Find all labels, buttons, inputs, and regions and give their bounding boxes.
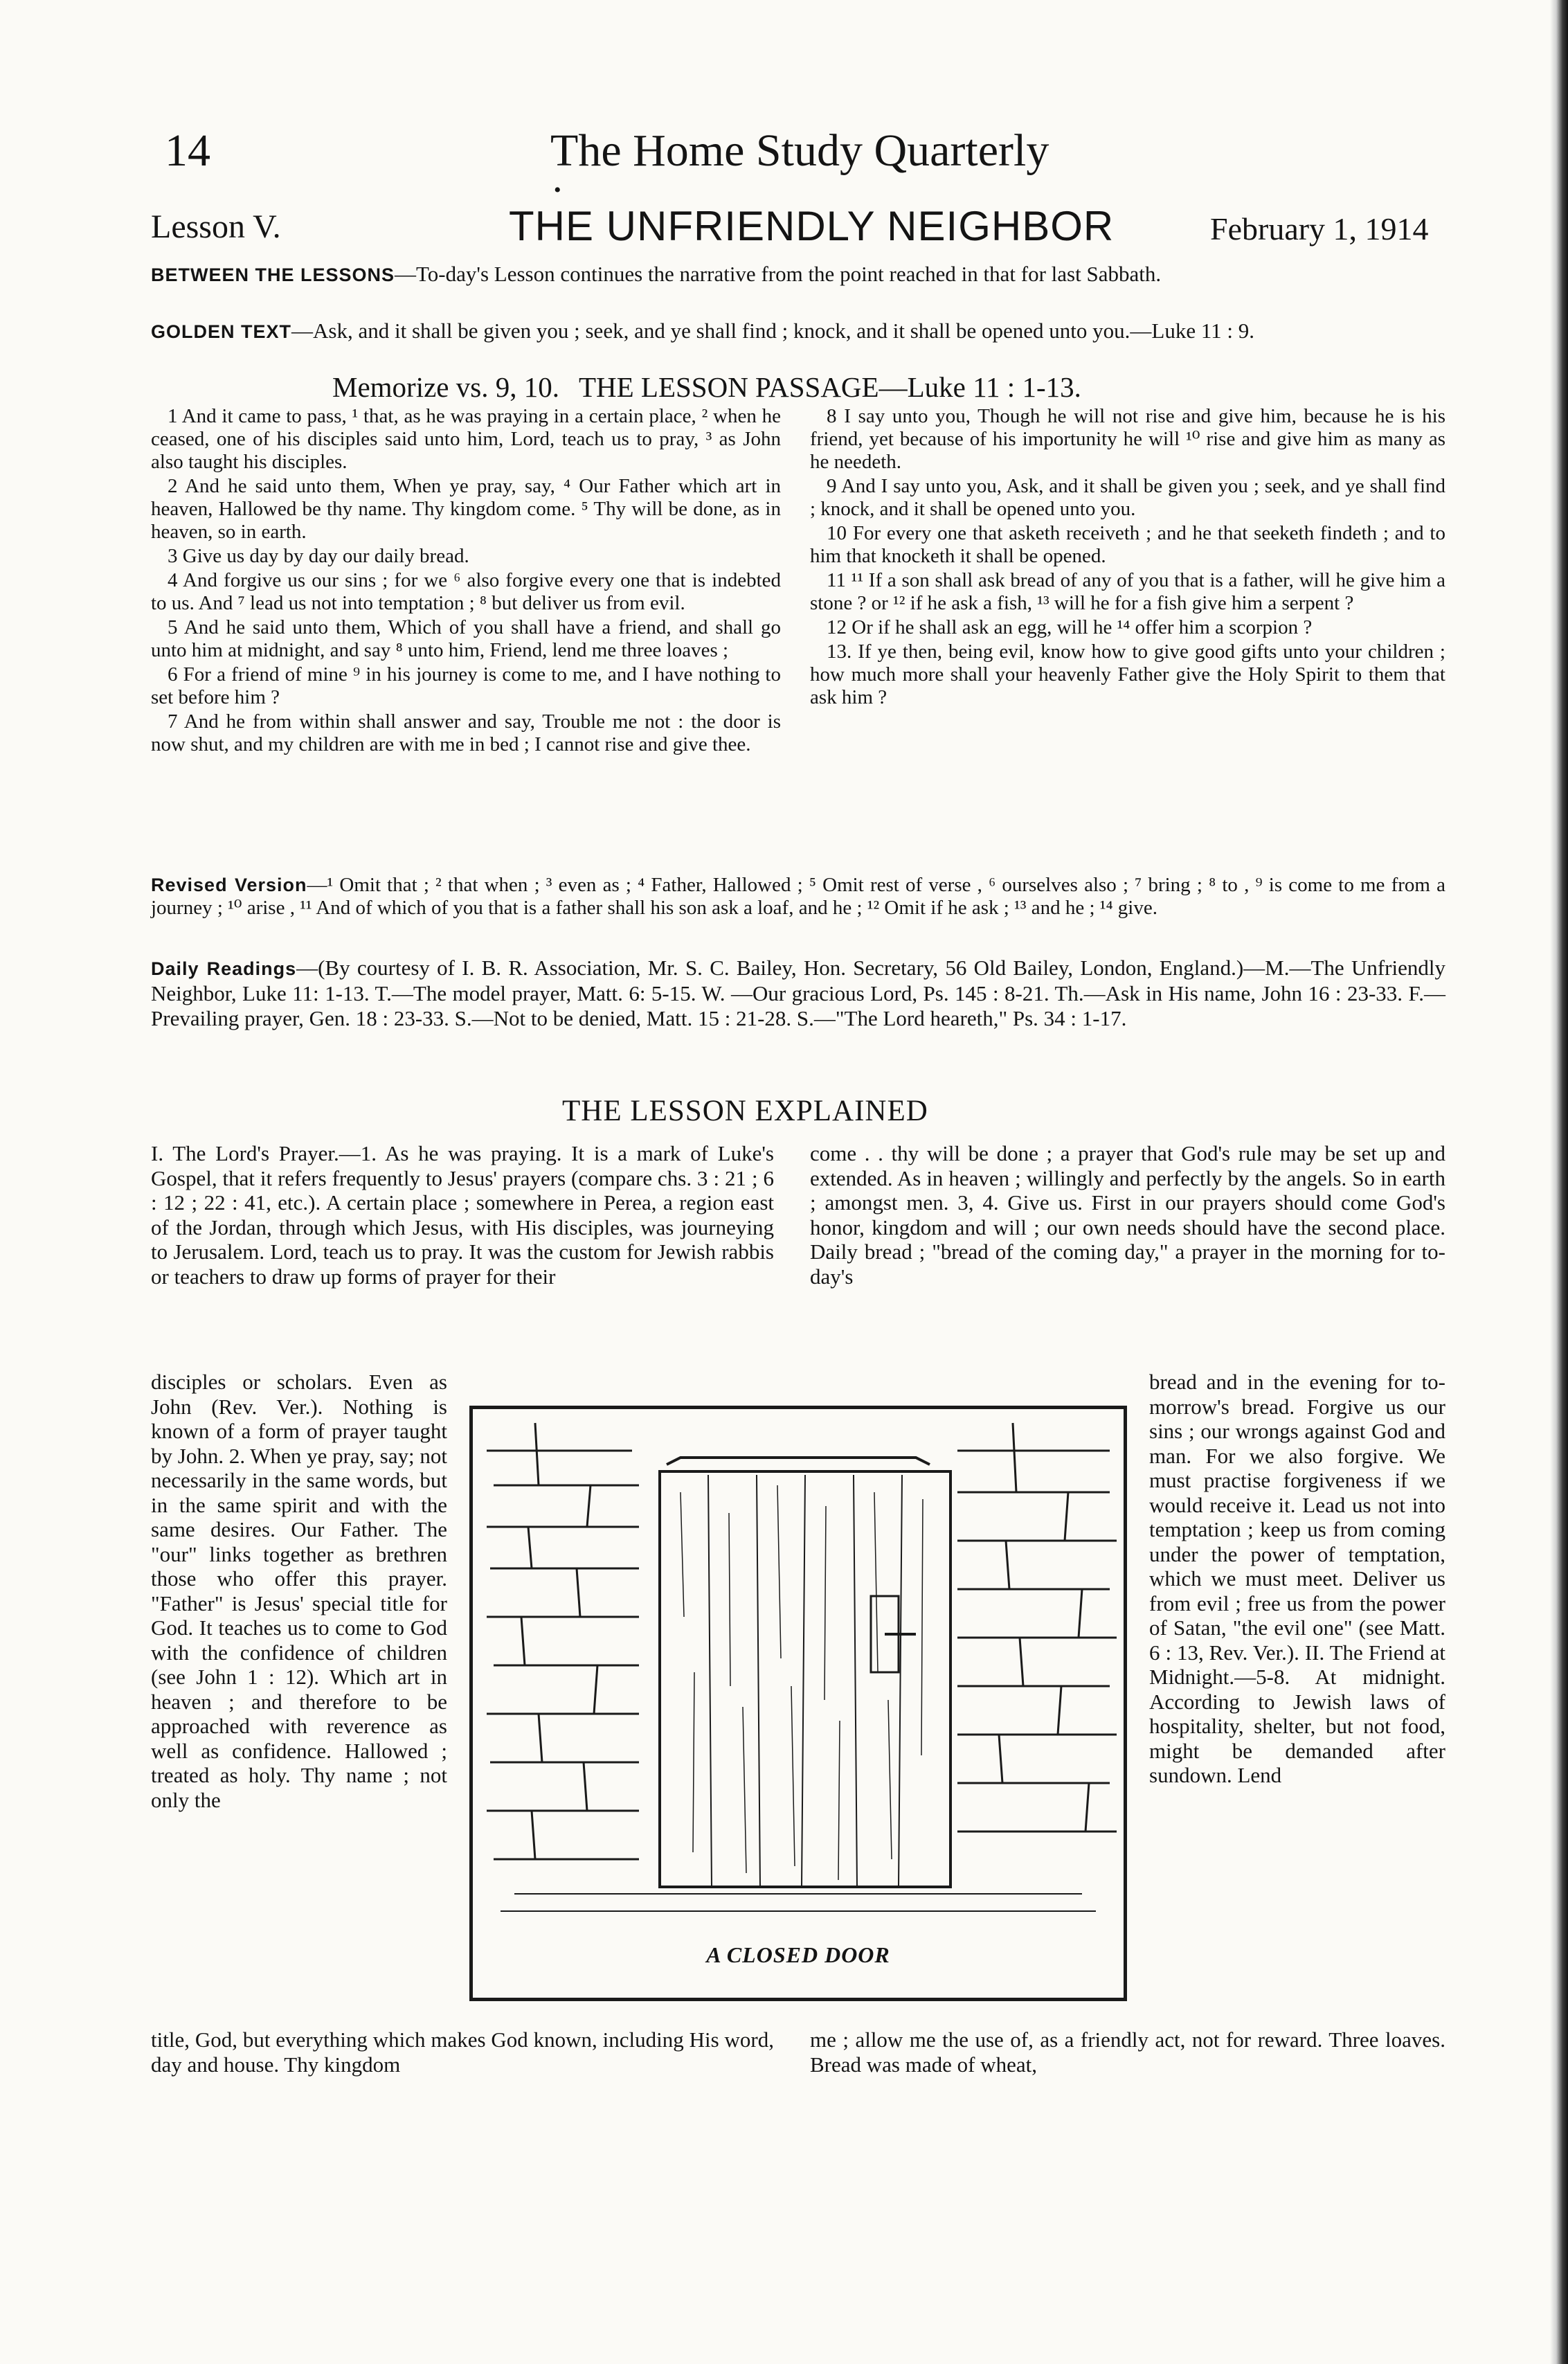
verse-2: 2 And he said unto them, When ye pray, say, ⁴ Our Father which art in heaven, Hallowed be thy name. Thy kingdom come. ⁵ Thy will be done, as in heaven, so in earth.	[151, 475, 781, 543]
golden-text	[151, 319, 1445, 344]
revised-version	[151, 874, 1445, 920]
lesson-explained-heading: THE LESSON EXPLAINED	[562, 1095, 928, 1127]
passage-right-column	[810, 405, 1445, 710]
between-text: —To-day's Lesson continues the narrative from the point reached in that for last Sabbath.	[395, 262, 1162, 286]
golden-label: GOLDEN TEXT	[151, 321, 292, 342]
running-head: The Home Study Quarterly	[550, 125, 1049, 176]
verse-7: 7 And he from within shall answer and say, Trouble me not : the door is now shut, and my children are with me in bed ; I cannot rise and give thee.	[151, 710, 781, 755]
daily-text: —(By courtesy of I. B. R. Association, Mr. S. C. Bailey, Hon. Secretary, 56 Old Bailey, London, England.)—M.—The Unfriendly Neighbor, Luke 11: 1-13. T.—The model prayer, Matt. 6: 5-15. W. —Our gracious Lord, Ps. 145 : 8-21. Th.—Ask in His name, John 16 : 23-33. F.—Prevailing prayer, Gen. 18 : 23-33. S.—Not to be denied, Matt. 15 : 21-28. S.—"The Lord heareth," Ps. 34 : 1-17.	[151, 956, 1445, 1030]
revised-text: —¹ Omit that ; ² that when ; ³ even as ; ⁴ Father, Hallowed ; ⁵ Omit rest of verse , ⁶ ourselves also ; ⁷ bring ; ⁸ to , ⁹ is come to me from a journey ; ¹⁰ arise , ¹¹ And of which of you that is a father shall his son ask a loaf, and he ; ¹² Omit if he ask ; ¹³ and he ; ¹⁴ give.	[151, 874, 1445, 919]
memorize: Memorize vs. 9, 10.	[332, 371, 559, 403]
scan-edge	[1550, 0, 1568, 2364]
explained-col2-narrow: bread and in the evening for to-morrow's bread. Forgive us our sins ; our wrongs against God and man. For we also forgive. We must practise forgiveness if we would receive it. Lead us not into temptation ; keep us from coming under the power of temptation, which we must meet. Deliver us from evil ; free us from the power of Satan, "the evil one" (see Matt. 6 : 13, Rev. Ver.). II. The Friend at Midnight.—5-8. At midnight. According to Jewish laws of hospitality, shelter, but not food, might be demanded after sundown. Lend	[1149, 1370, 1445, 1787]
verse-6: 6 For a friend of mine ⁹ in his journey is come to me, and I have nothing to set before him ?	[151, 663, 781, 708]
closed-door-illustration	[469, 1406, 1127, 2001]
verse-4: 4 And forgive us our sins ; for we ⁶ also forgive every one that is indebted to us. And ⁷ lead us not into temptation ; ⁸ but deliver us from evil.	[151, 569, 781, 614]
memorize-line	[332, 370, 1081, 404]
daily-readings	[151, 956, 1445, 1031]
daily-label: Daily Readings	[151, 958, 297, 979]
explained-col2-bottom: me ; allow me the use of, as a friendly act, not for reward. Three loaves. Bread was made of wheat,	[810, 2027, 1445, 2077]
verse-1: 1 And it came to pass, ¹ that, as he was praying in a certain place, ² when he ceased, one of his disciples said unto him, Lord, teach us to pray, ³ as John also taught his disciples.	[151, 405, 781, 473]
verse-13: 13. If ye then, being evil, know how to give good gifts unto your children ; how much more shall your heavenly Father give the Holy Spirit to them that ask him ?	[810, 641, 1445, 708]
verse-10: 10 For every one that asketh receiveth ; and he that seeketh findeth ; and to him that knocketh it shall be opened.	[810, 522, 1445, 567]
verse-5: 5 And he said unto them, Which of you shall have a friend, and shall go unto him at midnight, and say ⁸ unto him, Friend, lend me three loaves ;	[151, 616, 781, 661]
illustration-caption: A CLOSED DOOR	[706, 1942, 890, 1967]
golden-text-body: —Ask, and it shall be given you ; seek, and ye shall find ; knock, and it shall be opened unto you.—Luke 11 : 9.	[291, 319, 1255, 343]
closed-door-drawing	[473, 1409, 1124, 1935]
verse-8: 8 I say unto you, Though he will not rise and give him, because he is his friend, yet because of his importunity he will ¹⁰ rise and give him as many as he needeth.	[810, 405, 1445, 473]
verse-11: 11 ¹¹ If a son shall ask bread of any of you that is a father, will he give him a stone ? or ¹² if he ask a fish, ¹³ will he for a fish give him a serpent ?	[810, 569, 1445, 614]
verse-12: 12 Or if he shall ask an egg, will he ¹⁴ offer him a scorpion ?	[827, 616, 1313, 638]
explained-col1-narrow: disciples or scholars. Even as John (Rev. Ver.). Nothing is known of a form of prayer taught by John. 2. When ye pray, say; not necessarily in the same words, but in the same spirit and with the same desires. Our Father. The "our" links together as brethren those who offer this prayer. "Father" is Jesus' special title for God. It teaches us to come to God with the confidence of children (see John 1 : 12). Which art in heaven ; and therefore to be approached with reverence as well as confidence. Hallowed ; treated as holy. Thy name ; not only the	[151, 1370, 447, 1812]
page-number: 14	[165, 125, 210, 176]
header-dot: •	[554, 179, 561, 202]
verse-9: 9 And I say unto you, Ask, and it shall be given you ; seek, and ye shall find ; knock, and it shall be opened unto you.	[810, 475, 1445, 520]
lesson-label: Lesson V.	[151, 208, 281, 245]
explained-col2-top: come . . thy will be done ; a prayer that God's rule may be set up and extended. As in heaven ; willingly and perfectly by the angels. So in earth ; amongst men. 3, 4. Give us. First in our prayers should come God's honor, kingdom and will ; our own needs should have the second place. Daily bread ; "bread of the coming day," a prayer in the morning for to-day's	[810, 1141, 1445, 1289]
verse-3: 3 Give us day by day our daily bread.	[168, 545, 469, 567]
revised-label: Revised Version	[151, 875, 307, 895]
between-the-lessons	[151, 262, 1445, 287]
explained-col1-bottom: title, God, but everything which makes God known, including His word, day and house. Thy kingdom	[151, 2027, 774, 2077]
lesson-date: February 1, 1914	[1210, 211, 1429, 247]
passage-left-column	[151, 405, 781, 758]
passage-heading: THE LESSON PASSAGE—Luke 11 : 1-13.	[578, 371, 1081, 403]
between-label: BETWEEN THE LESSONS	[151, 265, 395, 285]
explained-col1-top: I. The Lord's Prayer.—1. As he was praying. It is a mark of Luke's Gospel, that it refers frequently to Jesus' prayers (compare chs. 3 : 21 ; 6 : 12 ; 22 : 41, etc.). A certain place ; somewhere in Perea, a region east of the Jordan, through which Jesus, with His disciples, was journeying to Jerusalem. Lord, teach us to pray. It was the custom for Jewish rabbis or teachers to draw up forms of prayer for their	[151, 1141, 774, 1289]
lesson-title: THE UNFRIENDLY NEIGHBOR	[509, 203, 1115, 249]
